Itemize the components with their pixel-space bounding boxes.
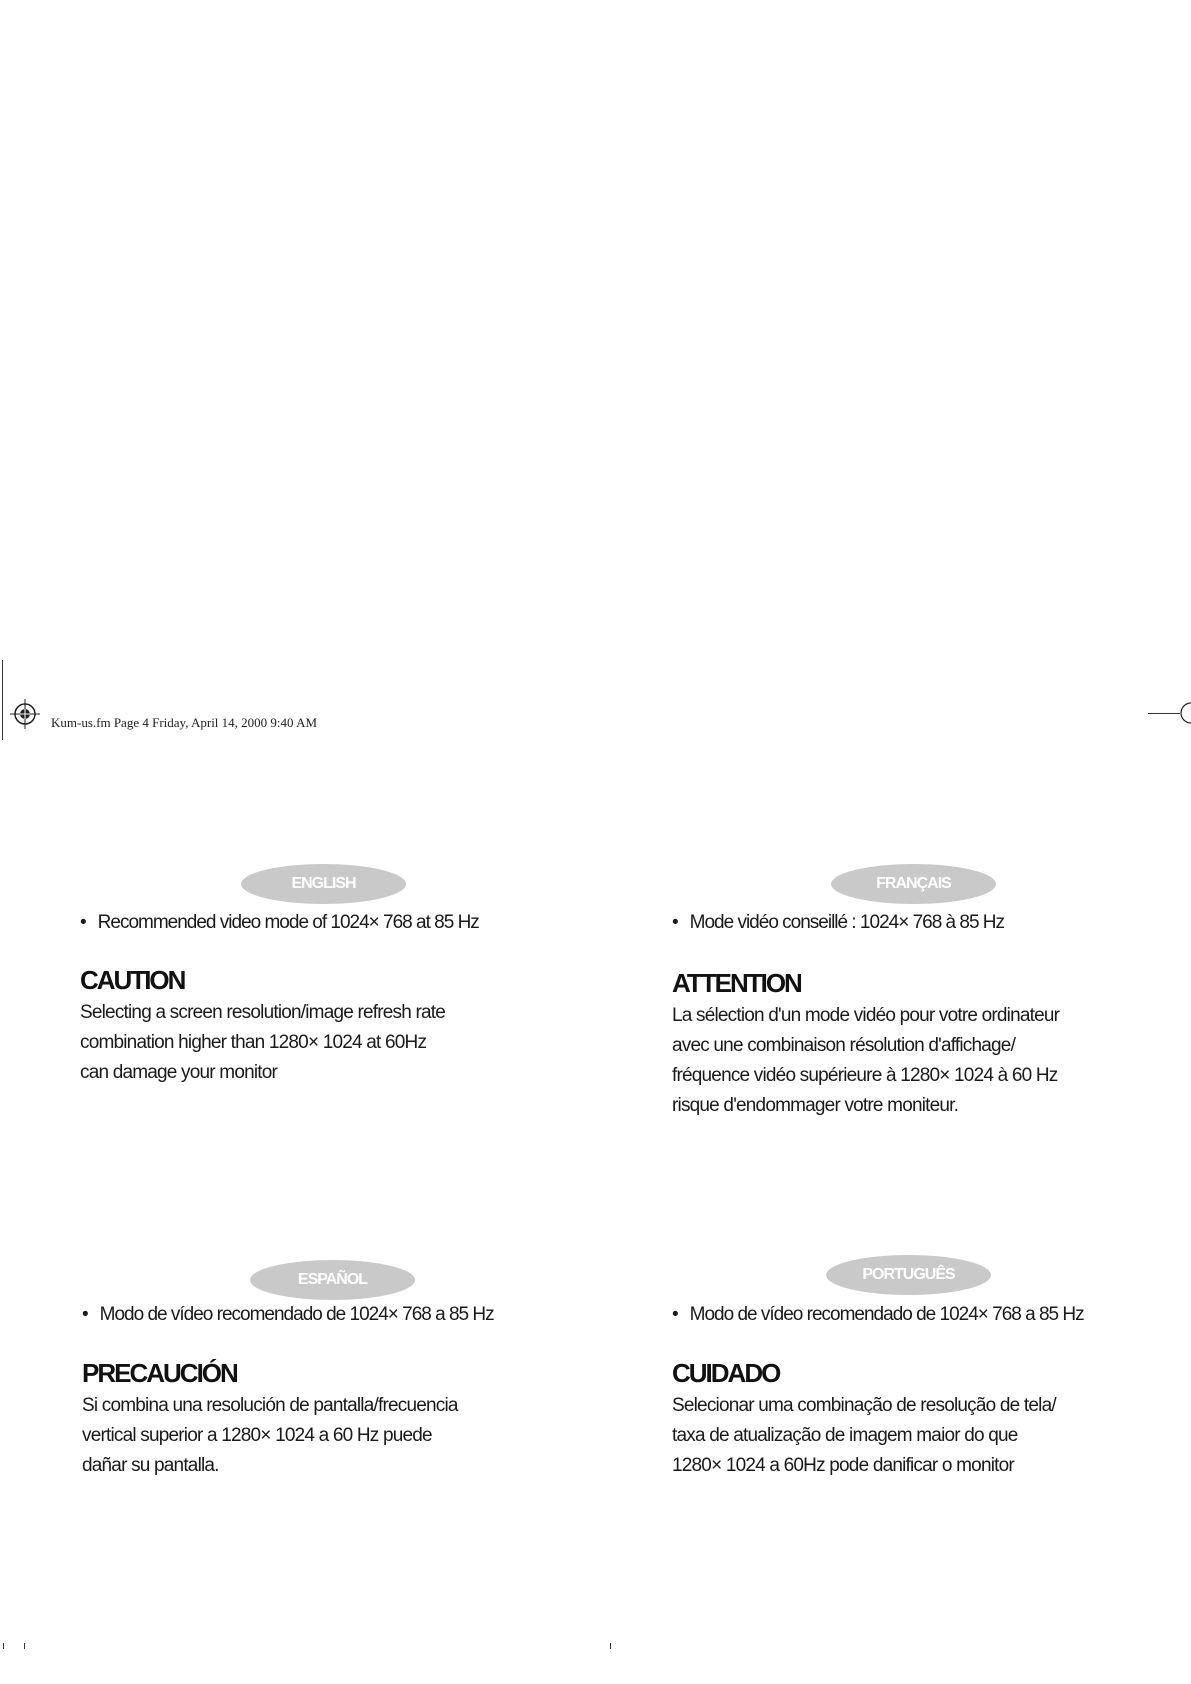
heading-portuguese: CUIDADO <box>672 1358 780 1388</box>
crop-mark-bottom-1 <box>3 1643 4 1649</box>
language-badge-english: ENGLISH <box>241 864 406 904</box>
bullet-icon: • <box>82 1304 88 1325</box>
heading-french: ATTENTION <box>672 968 801 998</box>
recommended-mode-english <box>80 912 479 934</box>
caution-body-spanish: Si combina una resolución de pantalla/frecuencia vertical superior a 1280× 1024 a 60 Hz puede dañar su pantalla. <box>82 1395 458 1476</box>
bullet-icon: • <box>672 912 678 933</box>
recommended-mode-portuguese <box>672 1304 1084 1326</box>
crop-mark-left-vertical <box>2 660 3 740</box>
caution-body-english: Selecting a screen resolution/image refresh rate combination higher than 1280× 1024 at 60Hz can damage your monitor <box>80 1002 446 1083</box>
recommended-mode-spanish <box>82 1304 494 1326</box>
file-slug-line: Kum-us.fm Page 4 Friday, April 14, 2000 9:40 AM <box>51 715 318 730</box>
crop-mark-right-horizontal <box>1148 713 1180 714</box>
recommended-mode-text: Mode vidéo conseillé : 1024× 768 à 85 Hz <box>689 912 1005 933</box>
bullet-icon: • <box>672 1304 678 1325</box>
registration-crosshair-icon <box>10 699 40 729</box>
language-badge-portuguese: PORTUGUÊS <box>826 1255 991 1295</box>
recommended-mode-text: Modo de vídeo recomendado de 1024× 768 a 85 Hz <box>99 1304 494 1325</box>
bullet-icon: • <box>80 912 86 933</box>
heading-english: CAUTION <box>80 965 185 995</box>
heading-spanish: PRECAUCIÓN <box>82 1358 237 1388</box>
caution-body-portuguese: Selecionar uma combinação de resolução de tela/ taxa de atualização de imagem maior do que 1280× 1024 a 60Hz pode danificar o monitor <box>672 1395 1056 1476</box>
crop-mark-bottom-2 <box>24 1643 25 1649</box>
recommended-mode-french <box>672 912 1004 934</box>
recommended-mode-text: Recommended video mode of 1024× 768 at 85 Hz <box>97 912 479 933</box>
language-badge-french: FRANÇAIS <box>831 864 996 904</box>
language-badge-spanish: ESPAÑOL <box>250 1260 415 1300</box>
registration-crosshair-partial-icon <box>1180 700 1191 726</box>
caution-body-french: La sélection d'un mode vidéo pour votre ordinateur avec une combinaison résolution d'affichage/ fréquence vidéo supérieure à 1280× 1024 à 60 Hz risque d'endommager votre moniteur. <box>672 1005 1060 1116</box>
recommended-mode-text: Modo de vídeo recomendado de 1024× 768 a 85 Hz <box>689 1304 1084 1325</box>
crop-mark-bottom-3 <box>610 1643 611 1649</box>
